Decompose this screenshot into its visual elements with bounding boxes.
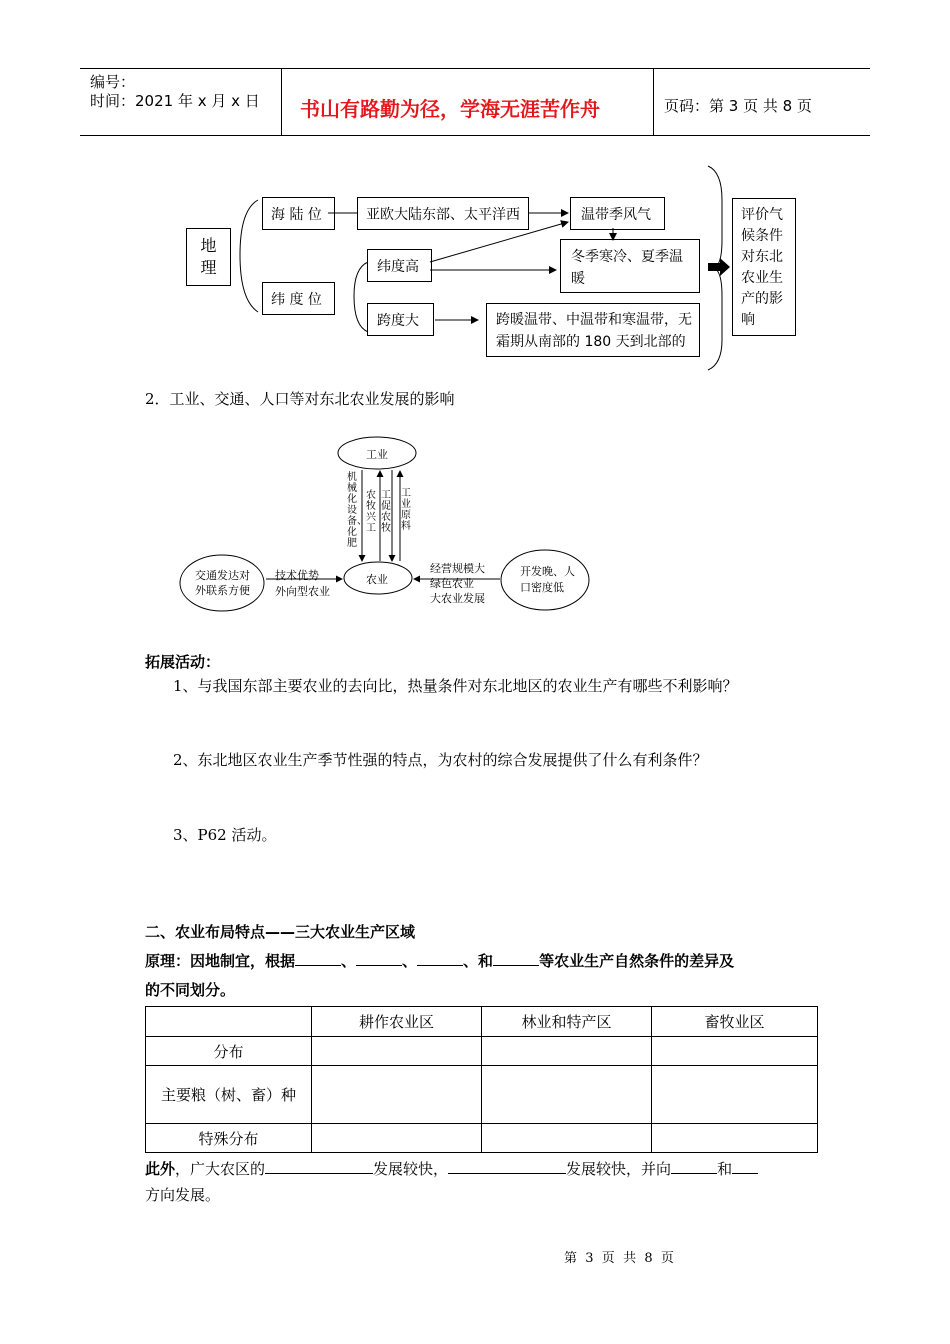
geo-zones-text: 跨暖温带、中温带和寒温带，无霜期从南部的 180 天到北部的 <box>496 312 692 350</box>
table-cell[interactable] <box>652 1066 818 1124</box>
table-row-label: 主要粮（树、畜）种 <box>146 1066 312 1124</box>
principle-blank-1[interactable] <box>295 950 341 966</box>
after-table-part2: 发展较快， <box>373 1160 449 1178</box>
table-row-label: 分布 <box>146 1037 312 1066</box>
ag-agriculture-label: 农业 <box>366 573 388 586</box>
table-cell[interactable] <box>312 1124 482 1153</box>
principle-sep-2: 、 <box>402 952 418 970</box>
ag-machinery-label: 机械化设备、化肥 <box>347 472 367 549</box>
table-cell[interactable] <box>482 1037 652 1066</box>
principle-and: 、和 <box>463 952 494 970</box>
table-cell[interactable] <box>482 1124 652 1153</box>
table-header-forestry: 林业和特产区 <box>482 1007 652 1037</box>
geo-climate-text: 温带季风气 <box>581 207 651 223</box>
after-table-line1 <box>145 1158 758 1179</box>
after-table-blank-2[interactable] <box>448 1158 566 1174</box>
geo-span-large-text: 跨度大 <box>377 313 419 329</box>
principle-blank-2[interactable] <box>356 950 402 966</box>
geo-winter-summer-text: 冬季寒冷、夏季温暖 <box>571 249 683 287</box>
table-row-label: 特殊分布 <box>146 1124 312 1153</box>
table-cell[interactable] <box>312 1066 482 1124</box>
extension-title: 拓展活动： <box>145 653 221 671</box>
after-table-blank-3[interactable] <box>671 1158 717 1174</box>
principle-end: 等农业生产自然条件的差异及 <box>539 952 735 970</box>
section-two-principle-line2: 的不同划分。 <box>145 981 236 999</box>
table-cell[interactable] <box>652 1124 818 1153</box>
after-table-line2: 方向发展。 <box>145 1186 221 1204</box>
extension-q2: 2、东北地区农业生产季节性强的特点，为农村的综合发展提供了什么有利条件？ <box>173 751 708 769</box>
geo-evaluate-text: 评价气候条件对东北农业生产的影响 <box>741 207 783 328</box>
ag-green-label: 绿色农业 <box>430 577 474 590</box>
ag-export-label: 外向型农业 <box>275 585 330 598</box>
ag-population-label: 开发晚、人口密度低 <box>520 565 575 594</box>
extension-q1: 1、与我国东部主要农业的去向比，热量条件对东北地区的农业生产有哪些不利影响？ <box>173 677 738 695</box>
table-cell[interactable] <box>312 1037 482 1066</box>
after-table-part3: 发展较快，并向 <box>566 1160 672 1178</box>
geo-root-text: 地理 <box>200 236 217 277</box>
table-header-livestock: 畜牧业区 <box>652 1007 818 1037</box>
principle-sep-1: 、 <box>341 952 357 970</box>
ag-raw-material-label: 工业原料 <box>401 488 411 532</box>
ag-industry-label: 工业 <box>366 448 388 461</box>
geo-branch2-text: 纬 度 位 <box>271 292 322 308</box>
ag-tech-label: 技术优势 <box>275 569 319 582</box>
header-page-info: 页码：第 3 页 共 8 页 <box>664 97 812 115</box>
page-footer: 第 3 页 共 8 页 <box>564 1251 674 1266</box>
section2-title: 2．工业、交通、人口等对东北农业发展的影响 <box>145 390 455 408</box>
table-cell[interactable] <box>482 1066 652 1124</box>
extension-q3: 3、P62 活动。 <box>173 826 277 844</box>
geo-branch1-text: 海 陆 位 <box>271 207 322 223</box>
section-two-principle <box>145 950 734 971</box>
ag-agri-industry-label: 农牧兴工 <box>366 490 376 534</box>
section-two-title: 二、农业布局特点——三大农业生产区域 <box>145 923 416 941</box>
ag-big-agri-label: 大农业发展 <box>430 592 485 605</box>
table-header-empty <box>146 1007 312 1037</box>
header-number: 编号： <box>90 73 136 91</box>
ag-transport-label: 交通发达对外联系方便 <box>195 569 250 597</box>
table-header-farming: 耕作农业区 <box>312 1007 482 1037</box>
principle-start: 原理：因地制宜，根据 <box>145 952 296 970</box>
header-motto: 书山有路勤为径，学海无涯苦作舟 <box>300 97 600 121</box>
geo-location-text: 亚欧大陆东部、太平洋西 <box>366 207 520 223</box>
header-time: 时间：2021 年 x 月 x 日 <box>90 92 260 110</box>
geo-lat-high-text: 纬度高 <box>377 259 419 275</box>
principle-blank-4[interactable] <box>493 950 539 966</box>
after-table-prefix: 此外 <box>145 1160 176 1178</box>
after-table-blank-4[interactable] <box>732 1158 758 1174</box>
principle-blank-3[interactable] <box>417 950 463 966</box>
agri-region-table <box>145 1006 818 1153</box>
after-table-part4: 和 <box>717 1160 733 1178</box>
after-table-blank-1[interactable] <box>265 1158 373 1174</box>
ag-scale-label: 经营规模大 <box>430 562 485 575</box>
ag-industry-agri-label: 工促农牧 <box>381 490 391 534</box>
after-table-part1: ，广大农区的 <box>175 1160 266 1178</box>
table-cell[interactable] <box>652 1037 818 1066</box>
